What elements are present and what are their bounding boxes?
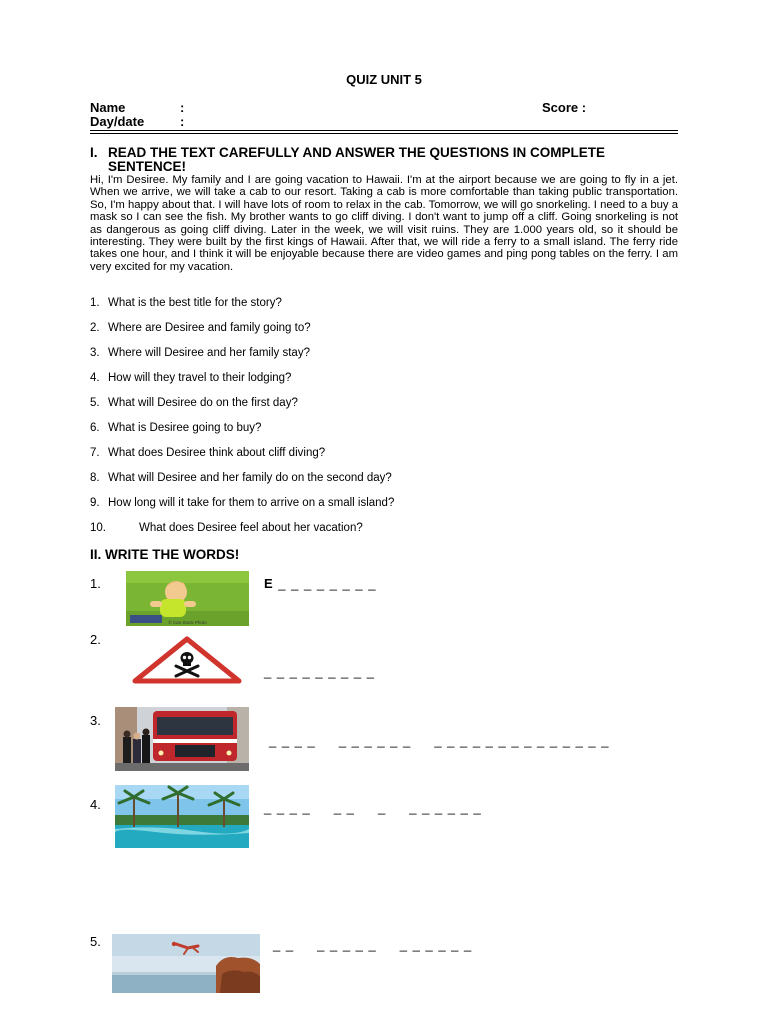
header-divider-bottom xyxy=(90,133,678,134)
daydate-label: Day/date xyxy=(90,114,145,129)
section1-heading xyxy=(90,146,678,174)
resort-pool-image xyxy=(115,785,249,848)
child-on-grass-image xyxy=(126,571,249,626)
question-item: 2. Where are Desiree and family going to? xyxy=(90,322,311,334)
word-blank: _ _ _ _ _ _ _ _ _ _ _ _ _ _ _ _ _ _ _ _ _ _ _ _ xyxy=(269,733,610,748)
image-credit: © Can Stock Photo xyxy=(168,620,207,625)
reading-passage: Hi, I'm Desiree. My family and I are going vacation to Hawaii. I'm at the airport because we are going to fly in a jet. When we arrive, we will take a cab to our resort. Taking a cab is more comfortable than taking public transportation. So, I'm happy about that. I will have lots of room to relax in the cab. Tomorrow, we will go snorkeling. I need to a buy a mask so I can see the fish. My brother wants to go cliff diving. I don't want to jump off a cliff. Going snorkeling is not as dangerous as going cliff diving. Later in the week, we will visit ruins. They are 1.000 years old, so it should be interesting. They were built by the first kings of Hawaii. After that, we will ride a ferry to a small island. The ferry ride takes one hour, and I think it will be enjoyable because there are video games and ping pong tables on the ferry. I am very excited for my vacation. xyxy=(90,174,678,273)
word-item-number: 5. xyxy=(90,934,101,949)
word-blank: _ _ _ _ _ _ _ _ _ _ _ _ _ xyxy=(273,937,473,952)
word-item-number: 1. xyxy=(90,576,101,591)
section2-heading: II. WRITE THE WORDS! xyxy=(90,547,240,562)
question-item: 10. What does Desiree feel about her vacation? xyxy=(90,522,363,534)
header-divider-top xyxy=(90,130,678,131)
daydate-colon: : xyxy=(180,114,185,129)
danger-sign-image xyxy=(131,635,243,685)
word-blank: _ _ _ _ _ _ _ _ _ xyxy=(264,664,375,679)
question-item: 7. What does Desiree think about cliff diving? xyxy=(90,447,326,459)
question-item: 5. What will Desiree do on the first day? xyxy=(90,397,298,409)
question-item: 8. What will Desiree and her family do on the second day? xyxy=(90,472,392,484)
question-item: 4. How will they travel to their lodging? xyxy=(90,372,292,384)
name-colon: : xyxy=(180,100,185,115)
word-prefix-letter: E xyxy=(264,576,274,591)
streetcar-image xyxy=(115,707,249,771)
question-item: 1. What is the best title for the story? xyxy=(90,297,282,309)
section1-heading-text: READ THE TEXT CAREFULLY AND ANSWER THE QUESTIONS IN COMPLETE SENTENCE! xyxy=(108,145,606,174)
cliff-diving-image xyxy=(112,934,260,993)
question-item: 6. What is Desiree going to buy? xyxy=(90,422,262,434)
section1-number: I. xyxy=(90,145,98,160)
word-blank: E _ _ _ _ _ _ _ _ xyxy=(264,576,377,591)
word-item-number: 4. xyxy=(90,797,101,812)
name-label: Name xyxy=(90,100,126,115)
question-item: 9. How long will it take for them to arrive on a small island? xyxy=(90,497,395,509)
word-item-number: 2. xyxy=(90,632,101,647)
quiz-title: QUIZ UNIT 5 xyxy=(346,72,422,87)
word-blank: _ _ _ _ _ _ _ _ _ _ _ _ _ xyxy=(264,800,482,815)
score-label: Score : xyxy=(542,100,587,115)
word-item-number: 3. xyxy=(90,713,101,728)
question-item: 3. Where will Desiree and her family stay? xyxy=(90,347,310,359)
